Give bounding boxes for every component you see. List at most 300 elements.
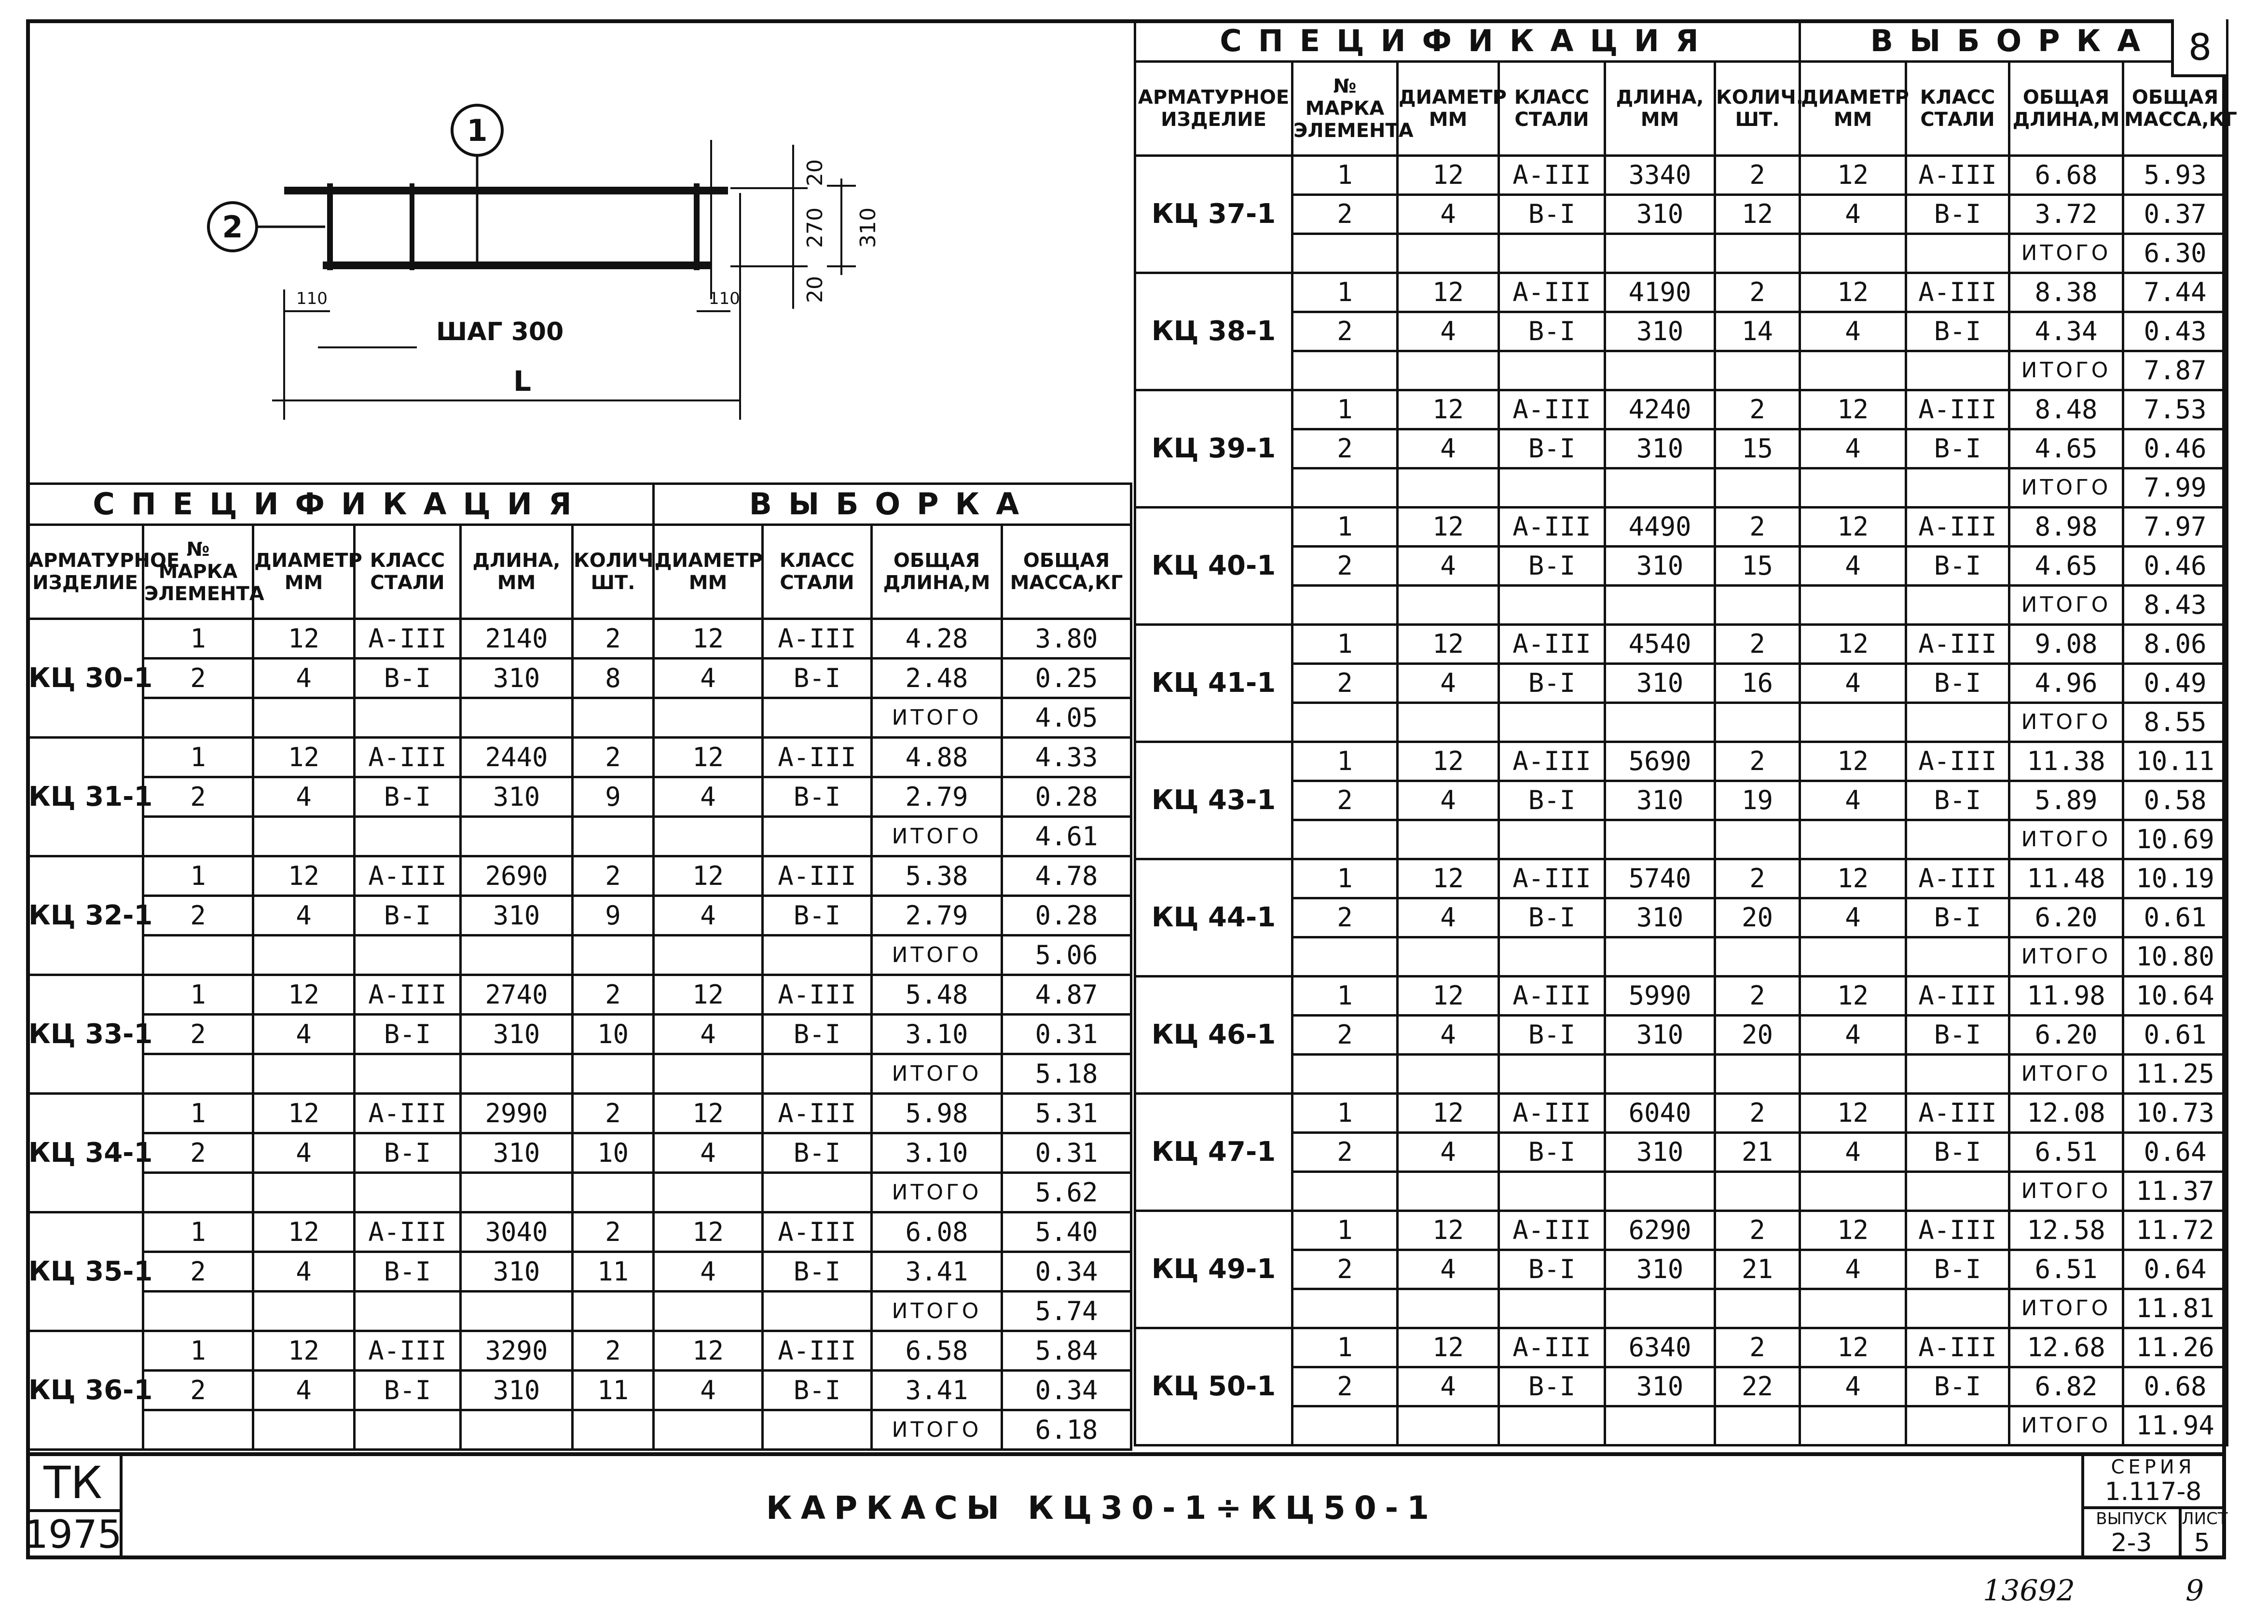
table-row xyxy=(1135,898,2227,937)
table-cell: A-III xyxy=(763,619,872,659)
total-label: ИТОГО xyxy=(2009,468,2123,508)
table-cell: 3340 xyxy=(1605,156,1715,195)
table-cell: 310 xyxy=(1605,195,1715,234)
table-cell: 4.65 xyxy=(2009,547,2123,586)
table-cell: 16 xyxy=(1715,664,1800,703)
table-row xyxy=(27,1371,1131,1410)
table-row xyxy=(1135,429,2227,468)
table-cell: 11.26 xyxy=(2123,1328,2227,1367)
table-cell: 310 xyxy=(1605,429,1715,468)
empty-cell xyxy=(1499,937,1605,977)
table-cell: 8 xyxy=(573,659,654,698)
item-name: КЦ 38-1 xyxy=(1135,273,1292,390)
table-cell: 5.93 xyxy=(2123,156,2227,195)
column-header: КОЛИЧ. ШТ. xyxy=(1715,62,1800,156)
total-row xyxy=(1135,468,2227,508)
empty-cell xyxy=(763,1292,872,1331)
item-name: КЦ 46-1 xyxy=(1135,977,1292,1094)
total-label: ИТОГО xyxy=(2009,1406,2123,1445)
table-cell: B-I xyxy=(1499,1367,1605,1406)
table-cell: 12.08 xyxy=(2009,1094,2123,1133)
table-cell: B-I xyxy=(1906,1016,2009,1055)
empty-cell xyxy=(1906,234,2009,273)
sheet-value: 5 xyxy=(2194,1528,2210,1557)
table-cell: 12 xyxy=(1800,977,1906,1016)
table-cell: 11 xyxy=(573,1371,654,1410)
table-cell: 2 xyxy=(1715,859,1800,898)
table-row xyxy=(1135,1250,2227,1289)
table-cell: 8.06 xyxy=(2123,625,2227,664)
empty-cell xyxy=(461,817,573,856)
table-cell: 4 xyxy=(1398,1250,1499,1289)
column-header: КЛАСС СТАЛИ xyxy=(1499,62,1605,156)
table-cell: 22 xyxy=(1715,1367,1800,1406)
table-cell: B-I xyxy=(763,1133,872,1173)
column-header: АРМАТУРНОЕ ИЗДЕЛИЕ xyxy=(1135,62,1292,156)
table-cell: 0.61 xyxy=(2123,1016,2227,1055)
table-cell: 5.40 xyxy=(1002,1212,1131,1252)
tk-label: ТК xyxy=(26,1456,120,1512)
table-cell: 2 xyxy=(573,856,654,896)
empty-cell xyxy=(461,1054,573,1094)
title-row xyxy=(27,484,1131,525)
empty-cell xyxy=(1605,1055,1715,1094)
empty-cell xyxy=(461,1173,573,1212)
table-cell: A-III xyxy=(1499,1211,1605,1250)
total-label: ИТОГО xyxy=(2009,586,2123,625)
empty-cell xyxy=(1906,703,2009,742)
total-value: 5.74 xyxy=(1002,1292,1131,1331)
table-cell: 2 xyxy=(1292,664,1398,703)
table-cell: 2 xyxy=(573,1331,654,1371)
table-cell: 2.79 xyxy=(872,777,1002,817)
table-cell: 8.98 xyxy=(2009,508,2123,547)
empty-cell xyxy=(1292,234,1398,273)
table-cell: 12 xyxy=(253,1212,355,1252)
table-cell: 2 xyxy=(143,1015,253,1054)
item-name: КЦ 44-1 xyxy=(1135,859,1292,977)
table-cell: B-I xyxy=(1499,312,1605,351)
table-cell: 4 xyxy=(253,659,355,698)
table-cell: A-III xyxy=(1499,1328,1605,1367)
total-row xyxy=(27,817,1131,856)
empty-cell xyxy=(763,1054,872,1094)
table-cell: 12 xyxy=(654,619,763,659)
empty-cell xyxy=(1605,1406,1715,1445)
table-cell: 10 xyxy=(573,1015,654,1054)
table-row xyxy=(1135,742,2227,781)
table-cell: B-I xyxy=(763,896,872,936)
table-cell: 12 xyxy=(1398,625,1499,664)
total-label: ИТОГО xyxy=(2009,234,2123,273)
table-cell: 12 xyxy=(253,975,355,1015)
table-cell: 0.49 xyxy=(2123,664,2227,703)
empty-cell xyxy=(1292,820,1398,859)
table-cell: B-I xyxy=(355,1371,461,1410)
empty-cell xyxy=(1499,586,1605,625)
table-cell: 310 xyxy=(1605,1250,1715,1289)
table-cell: 4 xyxy=(253,1015,355,1054)
table-cell: 1 xyxy=(143,975,253,1015)
empty-cell xyxy=(1715,937,1800,977)
table-cell: 4 xyxy=(1398,195,1499,234)
item-name: КЦ 43-1 xyxy=(1135,742,1292,859)
table-cell: 12 xyxy=(1800,742,1906,781)
table-cell: A-III xyxy=(763,975,872,1015)
cage-drawing xyxy=(26,19,1130,482)
table-row xyxy=(1135,859,2227,898)
table-cell: 4 xyxy=(253,1252,355,1292)
table-cell: 12 xyxy=(1398,977,1499,1016)
empty-cell xyxy=(1906,1289,2009,1328)
total-value: 5.06 xyxy=(1002,936,1131,975)
table-cell: B-I xyxy=(355,896,461,936)
total-row xyxy=(27,1292,1131,1331)
table-cell: 12 xyxy=(1398,156,1499,195)
table-cell: 6040 xyxy=(1605,1094,1715,1133)
table-cell: 4.87 xyxy=(1002,975,1131,1015)
table-cell: 11.48 xyxy=(2009,859,2123,898)
total-label: ИТОГО xyxy=(2009,1055,2123,1094)
table-cell: 0.34 xyxy=(1002,1371,1131,1410)
archive-number: 13692 xyxy=(1983,1574,2075,1608)
table-cell: 1 xyxy=(1292,625,1398,664)
table-cell: 12 xyxy=(1800,1328,1906,1367)
table-cell: 1 xyxy=(1292,977,1398,1016)
table-cell: 4 xyxy=(1398,429,1499,468)
empty-cell xyxy=(1715,586,1800,625)
table-cell: 12.68 xyxy=(2009,1328,2123,1367)
table-cell: B-I xyxy=(1499,195,1605,234)
empty-cell xyxy=(1398,468,1499,508)
table-cell: A-III xyxy=(1906,273,2009,312)
title-block xyxy=(26,1452,2226,1559)
header-row xyxy=(27,525,1131,619)
table-row xyxy=(1135,195,2227,234)
total-value: 8.43 xyxy=(2123,586,2227,625)
total-row xyxy=(1135,1406,2227,1445)
year-label: 1975 xyxy=(24,1512,122,1557)
table-cell: 2 xyxy=(573,1212,654,1252)
table-cell: 2 xyxy=(1715,1211,1800,1250)
table-cell: 4 xyxy=(1398,664,1499,703)
table-cell: B-I xyxy=(1906,195,2009,234)
table-cell: 1 xyxy=(1292,390,1398,429)
selection-title: ВЫБОРКА xyxy=(1800,21,2227,62)
table-cell: 2 xyxy=(1715,508,1800,547)
table-row xyxy=(27,1094,1131,1133)
table-cell: 2140 xyxy=(461,619,573,659)
empty-cell xyxy=(1800,586,1906,625)
table-cell: 4 xyxy=(1800,1250,1906,1289)
table-cell: 12 xyxy=(654,1212,763,1252)
table-cell: 4.34 xyxy=(2009,312,2123,351)
table-cell: 310 xyxy=(1605,1133,1715,1172)
table-cell: 2990 xyxy=(461,1094,573,1133)
total-value: 11.25 xyxy=(2123,1055,2227,1094)
table-cell: 2 xyxy=(1715,273,1800,312)
table-cell: A-III xyxy=(763,1331,872,1371)
table-cell: 12 xyxy=(654,856,763,896)
item-name: КЦ 33-1 xyxy=(27,975,143,1094)
column-header: ДИАМЕТР ММ xyxy=(1398,62,1499,156)
table-cell: 4 xyxy=(1800,664,1906,703)
table-row xyxy=(1135,781,2227,820)
marker-1-text: 1 xyxy=(467,113,488,148)
table-row xyxy=(1135,1016,2227,1055)
empty-cell xyxy=(253,1173,355,1212)
table-cell: 15 xyxy=(1715,547,1800,586)
item-name: КЦ 37-1 xyxy=(1135,156,1292,273)
dim-right-offset: 110 xyxy=(709,289,740,308)
empty-cell xyxy=(654,1292,763,1331)
table-cell: 0.61 xyxy=(2123,898,2227,937)
table-cell: 2 xyxy=(1715,977,1800,1016)
issue-value: 2-3 xyxy=(2084,1528,2182,1556)
table-cell: 2 xyxy=(1292,1250,1398,1289)
table-cell: 0.28 xyxy=(1002,896,1131,936)
item-name: КЦ 32-1 xyxy=(27,856,143,975)
table-cell: 1 xyxy=(143,738,253,777)
table-cell: B-I xyxy=(355,1252,461,1292)
empty-cell xyxy=(573,936,654,975)
empty-cell xyxy=(1906,351,2009,390)
total-row xyxy=(1135,703,2227,742)
table-cell: 2 xyxy=(1715,742,1800,781)
specification-table-right xyxy=(1134,19,2237,1446)
table-cell: 6340 xyxy=(1605,1328,1715,1367)
table-cell: A-III xyxy=(1499,156,1605,195)
table-cell: 12 xyxy=(1800,859,1906,898)
empty-cell xyxy=(355,1054,461,1094)
table-cell: B-I xyxy=(1906,1250,2009,1289)
table-cell: 4 xyxy=(253,777,355,817)
table-row xyxy=(1135,273,2227,312)
table-row xyxy=(27,738,1131,777)
table-row xyxy=(1135,664,2227,703)
table-cell: 2 xyxy=(1292,781,1398,820)
table-cell: 0.68 xyxy=(2123,1367,2227,1406)
table-cell: B-I xyxy=(1906,1133,2009,1172)
table-cell: 2 xyxy=(573,1094,654,1133)
empty-cell xyxy=(1605,820,1715,859)
table-cell: 10 xyxy=(573,1133,654,1173)
table-cell: 0.31 xyxy=(1002,1133,1131,1173)
column-header: ОБЩАЯ МАССА,КГ xyxy=(1002,525,1131,619)
table-cell: 4 xyxy=(1800,1133,1906,1172)
empty-cell xyxy=(1715,1172,1800,1211)
total-value: 4.05 xyxy=(1002,698,1131,738)
table-cell: A-III xyxy=(763,738,872,777)
table-cell: A-III xyxy=(763,1212,872,1252)
table-cell: A-III xyxy=(1906,156,2009,195)
column-header: КЛАСС СТАЛИ xyxy=(763,525,872,619)
table-cell: 6.20 xyxy=(2009,898,2123,937)
table-cell: B-I xyxy=(1906,781,2009,820)
table-cell: 7.97 xyxy=(2123,508,2227,547)
empty-cell xyxy=(1906,937,2009,977)
empty-cell xyxy=(461,936,573,975)
table-cell: 1 xyxy=(143,1094,253,1133)
table-cell: B-I xyxy=(1499,1016,1605,1055)
empty-cell xyxy=(1398,1172,1499,1211)
total-label: ИТОГО xyxy=(872,1173,1002,1212)
table-cell: 4 xyxy=(654,659,763,698)
table-row xyxy=(1135,625,2227,664)
total-value: 6.18 xyxy=(1002,1410,1131,1450)
item-name: КЦ 49-1 xyxy=(1135,1211,1292,1328)
table-cell: 4 xyxy=(1800,312,1906,351)
table-cell: 8.38 xyxy=(2009,273,2123,312)
table-cell: 5.89 xyxy=(2009,781,2123,820)
table-cell: B-I xyxy=(1906,898,2009,937)
empty-cell xyxy=(1715,468,1800,508)
column-header: ОБЩАЯ МАССА,КГ xyxy=(2123,62,2227,156)
empty-cell xyxy=(1499,820,1605,859)
total-value: 6.30 xyxy=(2123,234,2227,273)
table-cell: 3.41 xyxy=(872,1252,1002,1292)
table-cell: A-III xyxy=(355,738,461,777)
table-cell: 310 xyxy=(1605,1016,1715,1055)
table-cell: A-III xyxy=(1906,859,2009,898)
table-cell: A-III xyxy=(1906,977,2009,1016)
table-cell: 12.58 xyxy=(2009,1211,2123,1250)
table-cell: 5690 xyxy=(1605,742,1715,781)
table-row xyxy=(27,975,1131,1015)
item-name: КЦ 41-1 xyxy=(1135,625,1292,742)
table-cell: A-III xyxy=(355,1212,461,1252)
table-cell: 310 xyxy=(461,1133,573,1173)
table-cell: 12 xyxy=(1800,273,1906,312)
total-row xyxy=(1135,1055,2227,1094)
table-cell: A-III xyxy=(1906,1328,2009,1367)
table-cell: B-I xyxy=(355,1015,461,1054)
issue-label: ВЫПУСК xyxy=(2084,1509,2182,1528)
table-cell: 10.64 xyxy=(2123,977,2227,1016)
dim-bottom: 20 xyxy=(803,276,827,303)
total-row xyxy=(27,936,1131,975)
table-cell: 0.37 xyxy=(2123,195,2227,234)
empty-cell xyxy=(1800,234,1906,273)
table-cell: 12 xyxy=(1398,390,1499,429)
table-cell: 5990 xyxy=(1605,977,1715,1016)
table-cell: 0.64 xyxy=(2123,1250,2227,1289)
total-label: ИТОГО xyxy=(872,1054,1002,1094)
empty-cell xyxy=(1499,351,1605,390)
item-name: КЦ 40-1 xyxy=(1135,508,1292,625)
table-cell: 11.98 xyxy=(2009,977,2123,1016)
table-cell: 6.20 xyxy=(2009,1016,2123,1055)
table-cell: 2 xyxy=(1715,390,1800,429)
table-cell: 6.68 xyxy=(2009,156,2123,195)
empty-cell xyxy=(461,1410,573,1450)
empty-cell xyxy=(1715,820,1800,859)
table-cell: 14 xyxy=(1715,312,1800,351)
table-cell: 4 xyxy=(1398,1133,1499,1172)
table-cell: 0.25 xyxy=(1002,659,1131,698)
empty-cell xyxy=(355,1410,461,1450)
table-cell: A-III xyxy=(1499,1094,1605,1133)
empty-cell xyxy=(143,936,253,975)
table-cell: 3.80 xyxy=(1002,619,1131,659)
column-header: КЛАСС СТАЛИ xyxy=(355,525,461,619)
column-header: ОБЩАЯ ДЛИНА,М xyxy=(2009,62,2123,156)
table-row xyxy=(27,659,1131,698)
table-row xyxy=(1135,1328,2227,1367)
empty-cell xyxy=(1605,586,1715,625)
table-cell: 12 xyxy=(253,1094,355,1133)
table-cell: 4190 xyxy=(1605,273,1715,312)
table-cell: 2 xyxy=(1292,1016,1398,1055)
table-cell: 12 xyxy=(1800,508,1906,547)
table-cell: 1 xyxy=(1292,742,1398,781)
table-cell: 4 xyxy=(1800,898,1906,937)
table-cell: A-III xyxy=(1906,1094,2009,1133)
total-value: 7.99 xyxy=(2123,468,2227,508)
specification-table-left xyxy=(26,482,1132,1451)
table-cell: A-III xyxy=(355,1094,461,1133)
table-cell: 4490 xyxy=(1605,508,1715,547)
table-cell: 2 xyxy=(1292,312,1398,351)
table-cell: A-III xyxy=(1906,1211,2009,1250)
empty-cell xyxy=(143,698,253,738)
table-cell: 2.48 xyxy=(872,659,1002,698)
table-cell: 0.31 xyxy=(1002,1015,1131,1054)
table-cell: 1 xyxy=(1292,156,1398,195)
table-cell: 12 xyxy=(1398,1328,1499,1367)
table-cell: 1 xyxy=(143,619,253,659)
empty-cell xyxy=(143,1292,253,1331)
table-row xyxy=(1135,1211,2227,1250)
table-cell: 20 xyxy=(1715,898,1800,937)
table-cell: 20 xyxy=(1715,1016,1800,1055)
total-label: ИТОГО xyxy=(872,1410,1002,1450)
empty-cell xyxy=(1715,234,1800,273)
table-cell: 310 xyxy=(1605,1367,1715,1406)
table-row xyxy=(1135,977,2227,1016)
column-header: ОБЩАЯ ДЛИНА,М xyxy=(872,525,1002,619)
table-cell: B-I xyxy=(763,1015,872,1054)
table-cell: 310 xyxy=(1605,547,1715,586)
empty-cell xyxy=(654,817,763,856)
empty-cell xyxy=(763,817,872,856)
table-cell: 2 xyxy=(1715,1094,1800,1133)
table-cell: 2 xyxy=(573,738,654,777)
empty-cell xyxy=(1398,937,1499,977)
table-cell: 12 xyxy=(654,1331,763,1371)
table-cell: 3.41 xyxy=(872,1371,1002,1410)
table-row xyxy=(27,619,1131,659)
table-cell: 2 xyxy=(143,777,253,817)
total-row xyxy=(1135,234,2227,273)
table-cell: 11 xyxy=(573,1252,654,1292)
table-cell: 1 xyxy=(1292,1328,1398,1367)
table-cell: 6.82 xyxy=(2009,1367,2123,1406)
table-cell: B-I xyxy=(763,777,872,817)
table-cell: 1 xyxy=(143,1331,253,1371)
table-cell: 4 xyxy=(654,1133,763,1173)
table-cell: B-I xyxy=(1499,664,1605,703)
table-cell: 310 xyxy=(461,1015,573,1054)
empty-cell xyxy=(355,817,461,856)
table-row xyxy=(27,1015,1131,1054)
empty-cell xyxy=(654,1054,763,1094)
table-cell: 7.44 xyxy=(2123,273,2227,312)
table-cell: B-I xyxy=(1906,1367,2009,1406)
empty-cell xyxy=(461,698,573,738)
table-cell: 12 xyxy=(253,619,355,659)
total-row xyxy=(1135,351,2227,390)
